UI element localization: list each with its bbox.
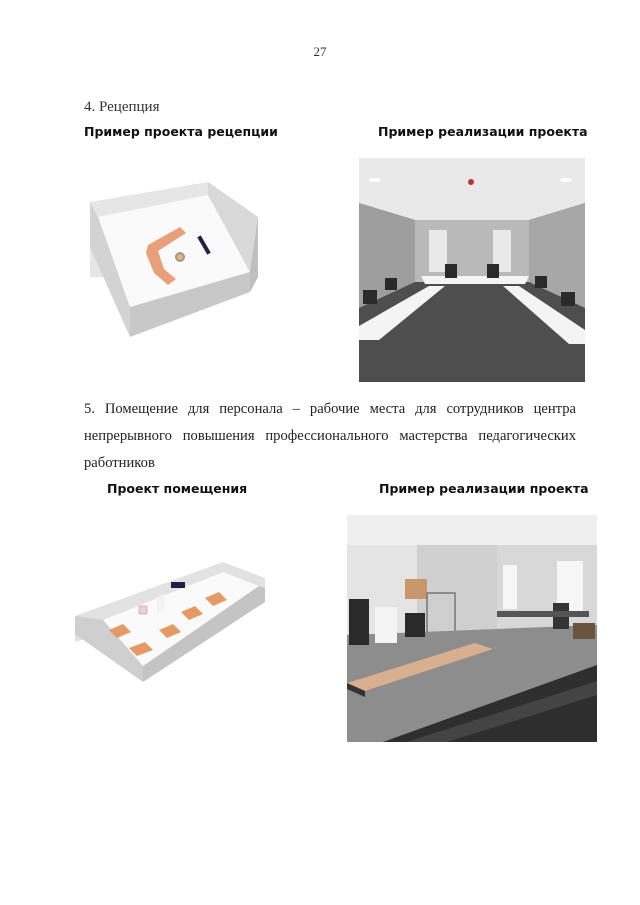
- staff-room-paragraph: [84, 396, 576, 477]
- caption-reception-photo: Пример реализации проекта: [378, 124, 588, 139]
- paragraph-line: непрерывного повышения профессионального мастерства педагогических: [84, 428, 576, 444]
- section-heading-reception: 4. Рецепция: [84, 99, 160, 115]
- caption-staff-photo: Пример реализации проекта: [379, 481, 589, 496]
- paragraph-line: 5. Помещение для персонала – рабочие места для сотрудников центра: [84, 401, 576, 417]
- caption-reception-project: Пример проекта рецепции: [84, 124, 278, 139]
- staff-room-render-image: [63, 516, 273, 732]
- page-number: 27: [313, 44, 327, 59]
- staff-room-photo-image: [347, 515, 597, 742]
- paragraph-line: работников: [84, 455, 155, 471]
- reception-photo-image: [359, 158, 585, 382]
- reception-render-image: [68, 157, 278, 367]
- caption-staff-project: Проект помещения: [107, 481, 248, 496]
